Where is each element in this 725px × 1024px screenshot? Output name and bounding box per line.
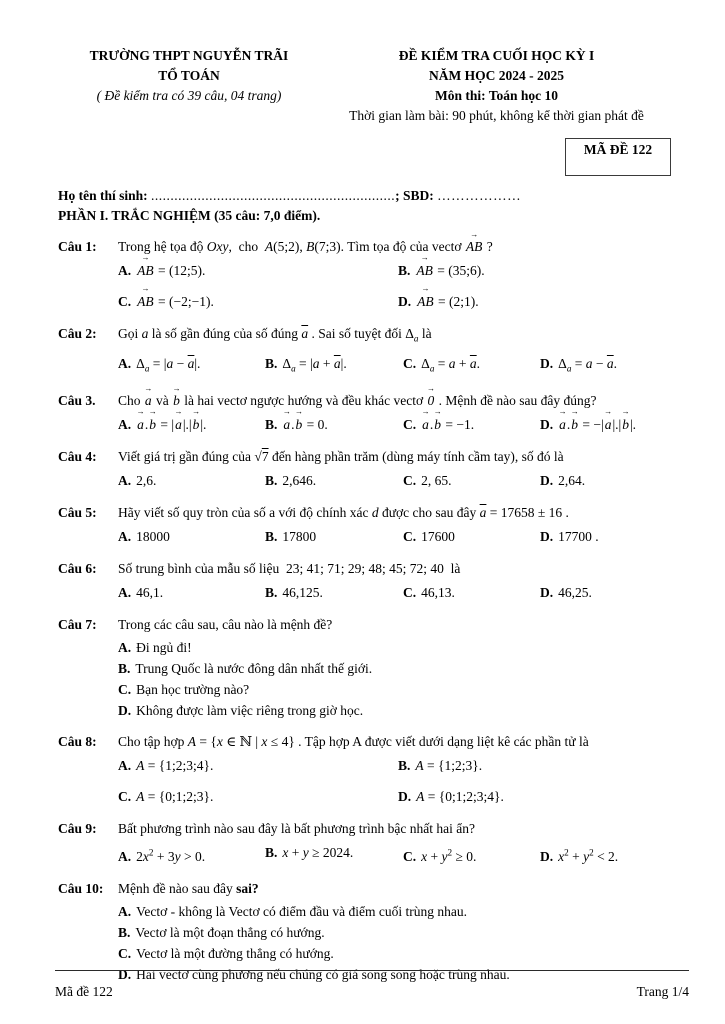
question-text: Cho → a và → b là hai vectơ ngược hướng và đều khác vectơ → 0 . Mệnh đề nào sau đây đúng? (118, 390, 673, 411)
question-header-row (58, 558, 673, 579)
option-b (398, 259, 673, 282)
options (58, 637, 673, 721)
option-text: $2x^2 + 3y > 0$. (136, 847, 206, 864)
option-key: D. (540, 529, 554, 545)
option-text: 46,13. (421, 585, 455, 601)
option-key: D. (540, 585, 554, 601)
option-key: A. (118, 640, 132, 656)
student-name-dots: ............................................................... (151, 188, 396, 203)
option-text: 2, 65. (421, 473, 452, 489)
option-key: C. (403, 417, 417, 433)
question-header-row (58, 731, 673, 752)
question-3 (58, 390, 673, 436)
option-key: C. (403, 529, 417, 545)
option-text: 17700 . (558, 529, 599, 545)
option-key: A. (118, 263, 132, 278)
option-b (118, 922, 673, 943)
option-key: C. (118, 945, 132, 961)
option-d (540, 581, 673, 604)
option-key: A. (118, 355, 132, 371)
option-key: A. (118, 848, 132, 864)
student-name-label: Họ tên thí sinh: (58, 188, 148, 203)
options (58, 581, 673, 604)
option-b (265, 841, 403, 868)
question-text: Trong các câu sau, câu nào là mệnh đề? (118, 617, 333, 633)
option-key: C. (118, 294, 132, 309)
question-label: Câu 7: (58, 617, 97, 633)
option-text: 2,6. (136, 473, 157, 489)
option-key: D. (540, 355, 554, 371)
question-10 (58, 878, 673, 985)
option-text: 2,64. (558, 473, 586, 489)
sbd-dots: ……………… (437, 188, 522, 203)
option-text: → AB = (12;5). (136, 263, 205, 278)
option-text: A = {0;1;2;3}. (136, 789, 214, 805)
question-label: Câu 10: (58, 880, 104, 896)
option-key: D. (398, 789, 412, 805)
section-title: PHẦN I. TRẮC NGHIỆM (35 câu: 7,0 điểm). (58, 208, 321, 223)
question-8 (58, 731, 673, 808)
option-a (118, 637, 673, 658)
option-text: → a.→ b = 0. (282, 417, 327, 432)
school-year: NĂM HỌC 2024 - 2025 (429, 68, 564, 83)
option-a (118, 581, 265, 604)
question-header-row (58, 878, 673, 899)
option-text: 17600 (421, 529, 455, 545)
question-header-row (58, 502, 673, 523)
option-text: 18000 (136, 529, 170, 545)
option-key: C. (403, 585, 417, 601)
options (58, 259, 673, 313)
option-d (398, 785, 673, 808)
option-d (540, 841, 673, 868)
option-key: A. (118, 473, 132, 489)
option-c (118, 943, 673, 964)
question-label: Câu 8: (58, 734, 97, 750)
footer-exam-code: Mã đề 122 (55, 984, 113, 999)
option-text: A = {1;2;3}. (415, 758, 483, 774)
student-info-line (58, 186, 673, 206)
option-text: → AB = (2;1). (416, 294, 478, 309)
question-2 (58, 323, 673, 380)
option-key: C. (403, 473, 417, 489)
option-text: 46,25. (558, 585, 592, 601)
question-label: Câu 9: (58, 821, 97, 837)
question-6 (58, 558, 673, 604)
option-c (403, 841, 540, 868)
option-text: $\Delta_a = |a + \overline{a}|$. (282, 355, 347, 374)
exam-code-row (58, 138, 671, 176)
option-a (118, 841, 265, 868)
option-key: B. (265, 355, 278, 371)
option-key: B. (118, 924, 131, 940)
options (58, 754, 673, 808)
option-c (118, 290, 398, 313)
option-c (403, 352, 540, 381)
option-d (398, 290, 673, 313)
option-b (118, 658, 673, 679)
question-7 (58, 614, 673, 721)
question-label: Câu 6: (58, 561, 97, 577)
question-9 (58, 818, 673, 868)
option-a (118, 525, 265, 548)
option-text: Đi ngủ đi! (136, 640, 192, 656)
option-text: $x^2 + y^2 < 2$. (558, 847, 619, 864)
option-c (403, 525, 540, 548)
option-a (118, 901, 673, 922)
question-5 (58, 502, 673, 548)
option-text: A = {0;1;2;3;4}. (416, 789, 504, 805)
option-key: D. (398, 294, 412, 309)
question-text: Mệnh đề nào sau đây sai? (118, 880, 259, 896)
option-b (265, 581, 403, 604)
option-d (540, 413, 673, 436)
question-text: Viết giá trị gần đúng của √7 đến hàng phần trăm (dùng máy tính cầm tay), số đó là (118, 449, 564, 465)
option-key: B. (265, 417, 278, 433)
option-d (540, 525, 673, 548)
options (58, 469, 673, 492)
exam-header (58, 46, 673, 126)
option-key: C. (403, 848, 417, 864)
option-c (403, 413, 540, 436)
options (58, 413, 673, 436)
option-key: D. (118, 966, 132, 982)
option-a (118, 259, 398, 282)
option-b (265, 413, 403, 436)
questions-container (58, 236, 673, 985)
question-text: Hãy viết số quy tròn của số a với độ chính xác d được cho sau đây $\overline{a} = 17658 \pm 16$ . (118, 505, 569, 521)
question-label: Câu 2: (58, 326, 97, 341)
option-text: Bạn học trường nào? (136, 682, 250, 698)
option-text: Không được làm việc riêng trong giờ học. (136, 703, 364, 719)
footer-page-number: Trang 1/4 (636, 984, 689, 999)
option-b (265, 469, 403, 492)
option-text: Vectơ là một đường thẳng có hướng. (136, 945, 334, 961)
question-header-row (58, 323, 673, 350)
option-key: B. (265, 585, 278, 601)
option-text: $\Delta_a = a + \overline{a}$. (421, 355, 481, 374)
sbd-label: ; SBD: (395, 188, 434, 203)
option-a (118, 413, 265, 436)
option-key: A. (118, 417, 132, 433)
question-label: Câu 4: (58, 449, 97, 465)
option-text: → AB = (−2;−1). (136, 294, 214, 309)
option-text: 2,646. (282, 473, 317, 489)
option-key: B. (265, 473, 278, 489)
option-text: → a.→ b = −1. (421, 417, 474, 432)
option-text: → a.→ b = |→ a|.|→ b|. (136, 417, 206, 432)
exam-title-block (320, 46, 673, 126)
option-text: $\Delta_a = |a - \overline{a}|$. (136, 355, 201, 374)
question-label: Câu 3. (58, 393, 96, 409)
question-label: Câu 5: (58, 505, 97, 521)
option-text: $\Delta_a = a - \overline{a}$. (558, 355, 618, 374)
option-a (118, 754, 398, 777)
exam-note: ( Đề kiểm tra có 39 câu, 04 trang) (96, 88, 282, 103)
option-c (118, 679, 673, 700)
department-name: TỔ TOÁN (158, 68, 220, 83)
option-text: 46,125. (282, 585, 323, 601)
option-key: B. (398, 263, 411, 278)
option-text: Trung Quốc là nước đông dân nhất thế giới. (135, 661, 373, 677)
question-1 (58, 236, 673, 313)
option-b (265, 352, 403, 381)
option-text: x + y ≥ 2024. (282, 845, 354, 861)
page-footer (55, 970, 689, 1000)
exam-title: ĐỀ KIỂM TRA CUỐI HỌC KỲ I (398, 48, 595, 63)
question-text: Số trung bình của mẫu số liệu 23; 41; 71; 29; 48; 45; 72; 40 là (118, 561, 461, 577)
option-text: A = {1;2;3;4}. (136, 758, 214, 774)
options (58, 352, 673, 381)
option-key: C. (118, 789, 132, 805)
option-text: Vectơ là một đoạn thẳng có hướng. (135, 924, 325, 940)
option-key: B. (265, 529, 278, 545)
option-text: Hai vectơ cùng phương nếu chúng có giá song song hoặc trùng nhau. (136, 966, 510, 982)
option-d (540, 469, 673, 492)
question-header-row (58, 818, 673, 839)
exam-code-box: MÃ ĐỀ 122 (565, 138, 671, 176)
option-d (540, 352, 673, 381)
option-key: D. (118, 703, 132, 719)
question-text: Bất phương trình nào sau đây là bất phương trình bậc nhất hai ẩn? (118, 821, 475, 837)
option-a (118, 352, 265, 381)
option-text: 46,1. (136, 585, 164, 601)
option-a (118, 469, 265, 492)
question-header-row (58, 614, 673, 635)
option-key: C. (403, 355, 417, 371)
question-4 (58, 446, 673, 492)
subject-line: Môn thi: Toán học 10 (434, 88, 559, 103)
option-key: A. (118, 758, 132, 774)
option-key: D. (540, 473, 554, 489)
option-d (118, 700, 673, 721)
question-header-row (58, 446, 673, 467)
option-key: B. (265, 845, 278, 861)
option-key: A. (118, 585, 132, 601)
option-c (403, 469, 540, 492)
option-key: D. (540, 848, 554, 864)
option-b (398, 754, 673, 777)
duration-line: Thời gian làm bài: 90 phút, không kể thời gian phát đề (349, 108, 644, 123)
option-key: B. (398, 758, 411, 774)
option-text: → a.→ b = −|→ a|.|→ b|. (558, 417, 636, 432)
option-key: A. (118, 529, 132, 545)
options (58, 841, 673, 868)
option-text: Vectơ - không là Vectơ có điểm đầu và điểm cuối trùng nhau. (136, 903, 467, 919)
option-text: 17800 (282, 529, 317, 545)
option-key: B. (118, 661, 131, 677)
option-key: C. (118, 682, 132, 698)
question-label: Câu 1: (58, 239, 97, 254)
question-text: Cho tập hợp A = {x ∈ ℕ | x ≤ 4} . Tập hợp A được viết dưới dạng liệt kê các phần tử là (118, 734, 589, 750)
school-block (58, 46, 320, 126)
option-c (403, 581, 540, 604)
question-text: Trong hệ tọa độ Oxy, cho A(5;2), B(7;3). Tìm tọa độ của vectơ → AB ? (118, 236, 673, 257)
school-name: TRƯỜNG THPT NGUYỄN TRÃI (89, 48, 289, 63)
option-c (118, 785, 398, 808)
question-text: Gọi a là số gần đúng của số đúng $\overline{a}$ . Sai số tuyệt đối $\Delta_a$ là (118, 326, 432, 344)
options (58, 525, 673, 548)
option-text: $x + y^2 \ge 0$. (421, 847, 477, 864)
option-text: → AB = (35;6). (415, 263, 484, 278)
option-key: A. (118, 903, 132, 919)
option-key: D. (540, 417, 554, 433)
option-b (265, 525, 403, 548)
